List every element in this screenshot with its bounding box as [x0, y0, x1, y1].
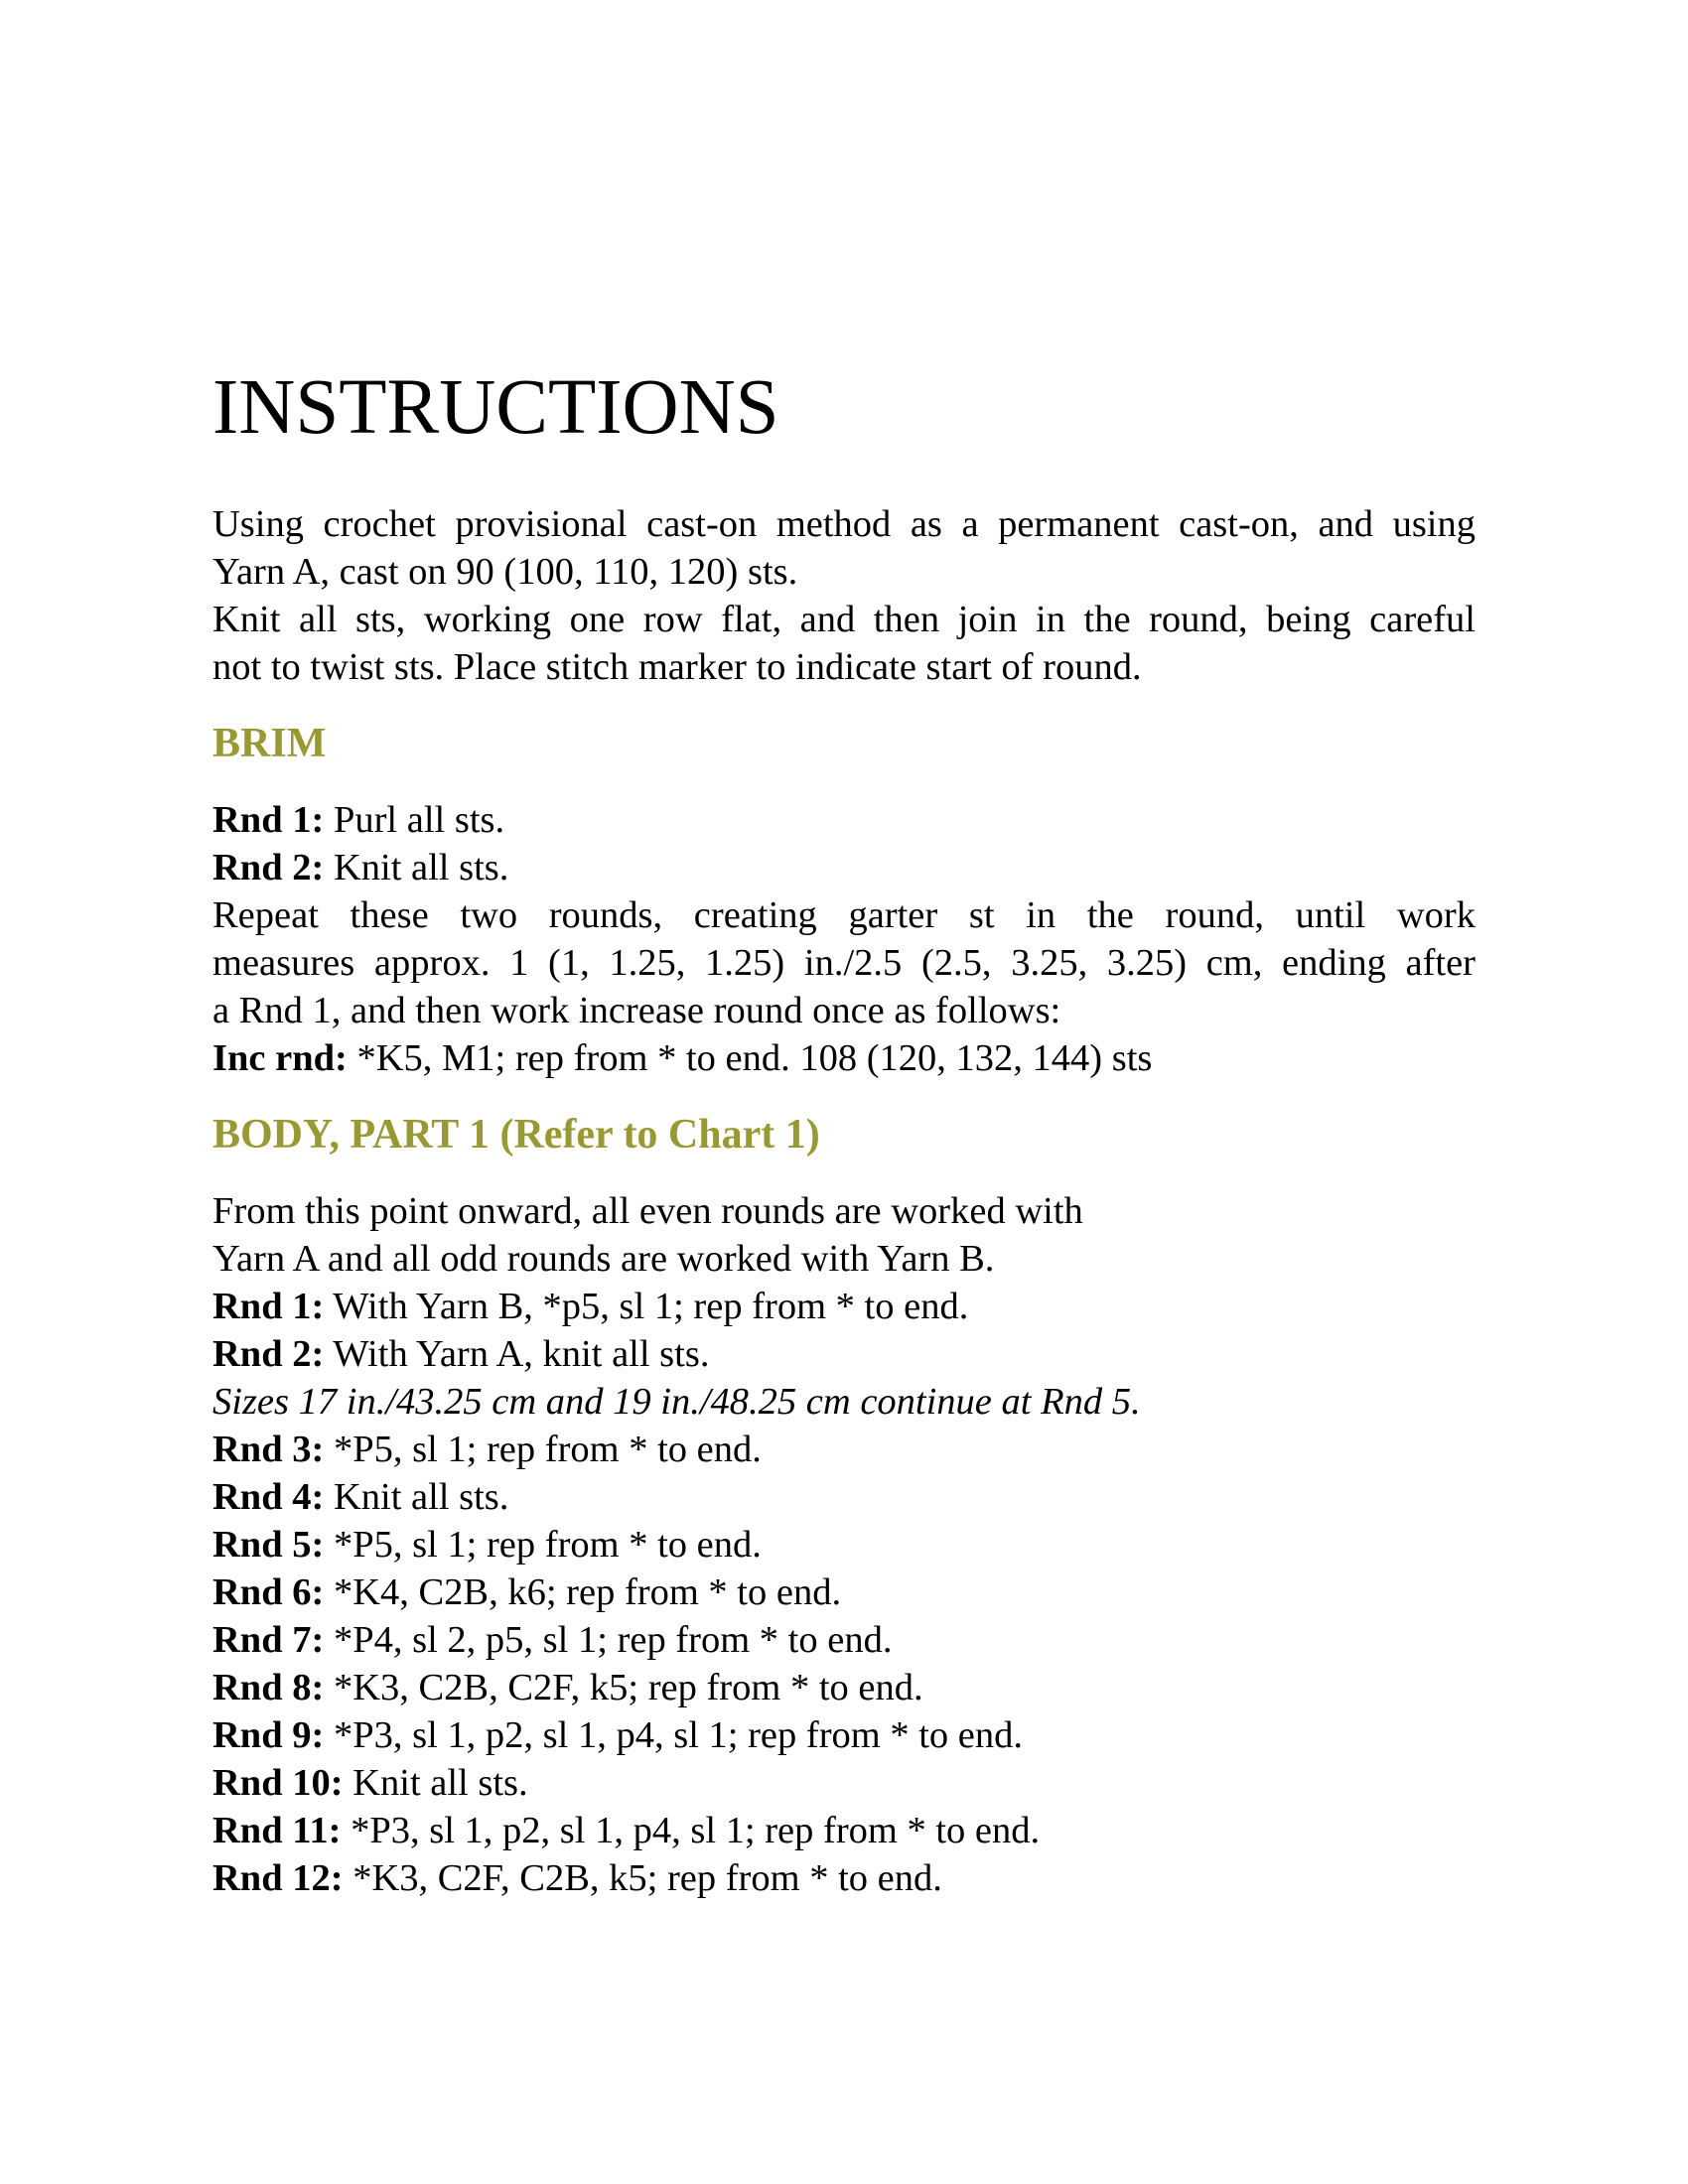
page-title: INSTRUCTIONS [212, 364, 779, 451]
rnd-label: Rnd 3: [212, 1429, 325, 1470]
body-part1-section [212, 1187, 1476, 1902]
body-rnd-8 [212, 1664, 1476, 1711]
rnd-label: Rnd 10: [212, 1762, 344, 1804]
rnd-label: Rnd 2: [212, 1333, 325, 1375]
rnd-label: Rnd 1: [212, 799, 325, 841]
rnd-text: Knit all sts. [343, 1762, 528, 1804]
rnd-label: Rnd 7: [212, 1619, 325, 1661]
brim-heading: BRIM [212, 721, 327, 766]
rnd-label: Rnd 2: [212, 847, 325, 888]
rnd-text: *P3, sl 1, p2, sl 1, p4, sl 1; rep from * to end. [341, 1810, 1041, 1851]
body-rnd-1 [212, 1283, 1476, 1330]
rnd-text: Knit all sts. [324, 1476, 509, 1518]
intro-line-4: not to twist sts. Place stitch marker to indicate start of round. [212, 646, 1142, 688]
instructions-page [212, 363, 1476, 1902]
body-rnd-10 [212, 1759, 1476, 1807]
inc-text: *K5, M1; rep from * to end. 108 (120, 132, 144) sts [347, 1037, 1153, 1079]
body-rnd-7 [212, 1616, 1476, 1664]
brim-repeat-line-2: measures approx. 1 (1, 1.25, 1.25) in./2.5 (2.5, 3.25, 3.25) cm, ending after [212, 942, 1476, 984]
intro-line-3: Knit all sts, working one row flat, and then join in the round, being careful [212, 599, 1476, 640]
rnd-text: *K4, C2B, k6; rep from * to end. [324, 1571, 842, 1613]
brim-repeat-line-1: Repeat these two rounds, creating garter st in the round, until work [212, 894, 1476, 936]
brim-section [212, 796, 1476, 1082]
rnd-text: With Yarn A, knit all sts. [324, 1333, 710, 1375]
inc-label: Inc rnd: [212, 1037, 348, 1079]
rnd-text: *K3, C2F, C2B, k5; rep from * to end. [343, 1857, 942, 1899]
rnd-text: *P3, sl 1, p2, sl 1, p4, sl 1; rep from * to end. [324, 1714, 1024, 1756]
rnd-label: Rnd 12: [212, 1857, 344, 1899]
rnd-text: *P4, sl 2, p5, sl 1; rep from * to end. [324, 1619, 893, 1661]
brim-rnd-1 [212, 796, 1476, 844]
rnd-label: Rnd 8: [212, 1667, 325, 1708]
body-rnd-4 [212, 1473, 1476, 1521]
rnd-label: Rnd 1: [212, 1286, 325, 1327]
intro-paragraph [212, 500, 1476, 691]
body-part1-heading: BODY, PART 1 (Refer to Chart 1) [212, 1112, 820, 1158]
rnd-label: Rnd 9: [212, 1714, 325, 1756]
rnd-label: Rnd 11: [212, 1810, 342, 1851]
sizes-note: Sizes 17 in./43.25 cm and 19 in./48.25 cm continue at Rnd 5. [212, 1381, 1141, 1423]
rnd-text: *P5, sl 1; rep from * to end. [324, 1429, 762, 1470]
rnd-label: Rnd 4: [212, 1476, 325, 1518]
body-intro-line-1: From this point onward, all even rounds are worked with [212, 1190, 1083, 1232]
rnd-text: *K3, C2B, C2F, k5; rep from * to end. [324, 1667, 923, 1708]
rnd-text: *P5, sl 1; rep from * to end. [324, 1524, 762, 1566]
body-rnd-6 [212, 1569, 1476, 1616]
body-rnd-11 [212, 1807, 1476, 1854]
body-rnd-3 [212, 1426, 1476, 1473]
body-intro-line-2: Yarn A and all odd rounds are worked with Yarn B. [212, 1238, 995, 1280]
body-rnd-2 [212, 1330, 1476, 1378]
rnd-label: Rnd 6: [212, 1571, 325, 1613]
intro-line-1: Using crochet provisional cast-on method as a permanent cast-on, and using [212, 503, 1476, 545]
brim-repeat-line-3: a Rnd 1, and then work increase round once as follows: [212, 990, 1061, 1031]
body-rnd-12 [212, 1854, 1476, 1902]
brim-rnd-2 [212, 844, 1476, 891]
rnd-text: With Yarn B, *p5, sl 1; rep from * to end. [324, 1286, 969, 1327]
rnd-text: Knit all sts. [324, 847, 509, 888]
rnd-label: Rnd 5: [212, 1524, 325, 1566]
intro-line-2: Yarn A, cast on 90 (100, 110, 120) sts. [212, 551, 798, 593]
body-rnd-9 [212, 1711, 1476, 1759]
rnd-text: Purl all sts. [324, 799, 505, 841]
body-rnd-5 [212, 1521, 1476, 1569]
brim-inc-rnd [212, 1034, 1476, 1082]
